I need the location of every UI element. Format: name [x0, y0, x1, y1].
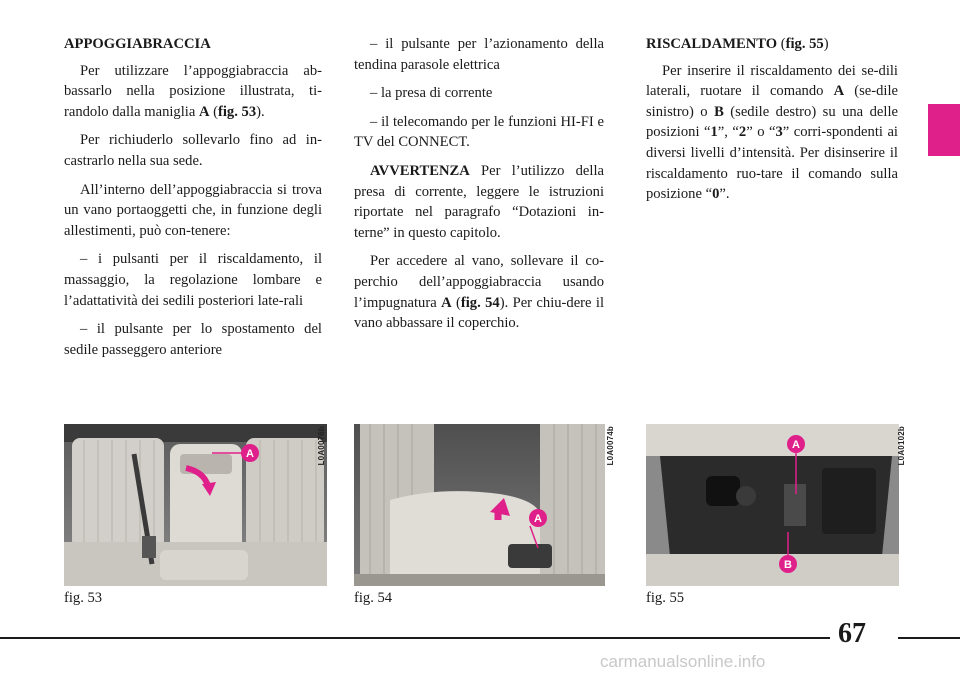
footer-rule: [898, 637, 960, 639]
figure-code: L0A0102b: [897, 426, 906, 466]
callout-a-label: A: [246, 448, 254, 460]
list-item: – il pulsante per lo spostamento del sedile passeggero anteriore: [64, 321, 322, 358]
paragraph: Per inserire il riscaldamento dei se-dili laterali, ruotare il comando A (se-dile sinistro) o B (sedile destro) su una delle posizioni “1”, “2” o “3” corri-spondenti ai diversi livelli d’intensità. Per disinserire il riscaldamento ruo-tare il comando sulla posizione “0”.: [646, 62, 898, 203]
paragraph: Per accedere al vano, sollevare il co-perchio dell’appoggiabraccia usando l’impugnatura A (fig. 54). Per chiu-dere il vano abbassare il coperchio.: [354, 253, 605, 332]
callout-a-label: A: [534, 513, 542, 525]
section-tab-marker: [928, 104, 960, 156]
figure-caption: fig. 54: [354, 590, 393, 606]
section-heading-armrest: APPOGGIABRACCIA: [64, 36, 211, 52]
figure-code: L0A0076b: [317, 426, 326, 466]
paragraph: Per utilizzare l’appoggiabraccia ab-bassarlo nella posizione illustrata, ti-randolo dalla maniglia A (fig. 53).: [64, 62, 322, 120]
figure-54-armrest-compartment: [354, 424, 605, 586]
footer-rule: [0, 637, 830, 639]
text-column-1: [64, 34, 322, 368]
watermark: carmanualsonline.info: [600, 652, 766, 671]
list-item: – la presa di corrente: [370, 85, 493, 102]
section-heading-heating: RISCALDAMENTO (fig. 55): [646, 36, 829, 52]
page-number: 67: [838, 618, 866, 649]
paragraph: All’interno dell’appoggiabraccia si trova un vano portaoggetti che, in funzione degli allestimenti, può con-tenere:: [64, 181, 322, 239]
warning-paragraph: AVVERTENZA Per l’utilizzo della presa di corrente, leggere le istruzioni riportate nel paragrafo “Dotazioni in-terne” in questo capitolo.: [354, 162, 604, 241]
list-item: – il telecomando per le funzioni HI-FI e TV del CONNECT.: [354, 113, 604, 151]
paragraph: Per richiuderlo sollevarlo fino ad in-castrarlo nella sua sede.: [64, 132, 322, 169]
list-item: – i pulsanti per il riscaldamento, il massaggio, la regolazione lombare e l’adattatività dei sedili posteriori late-rali: [64, 251, 322, 309]
callout-b-label: B: [784, 559, 792, 571]
list-item: – il pulsante per l’azionamento della tendina parasole elettrica: [354, 36, 604, 73]
figure-code: L0A0074b: [606, 426, 615, 466]
callout-a-label: A: [792, 439, 800, 451]
figure-53-rear-seat-armrest: [64, 424, 327, 586]
figure-caption: fig. 55: [646, 590, 685, 606]
text-column-3: [646, 34, 898, 213]
text-column-2: [354, 34, 604, 342]
figure-caption: fig. 53: [64, 590, 103, 606]
figure-55-heating-controls: [646, 424, 899, 586]
